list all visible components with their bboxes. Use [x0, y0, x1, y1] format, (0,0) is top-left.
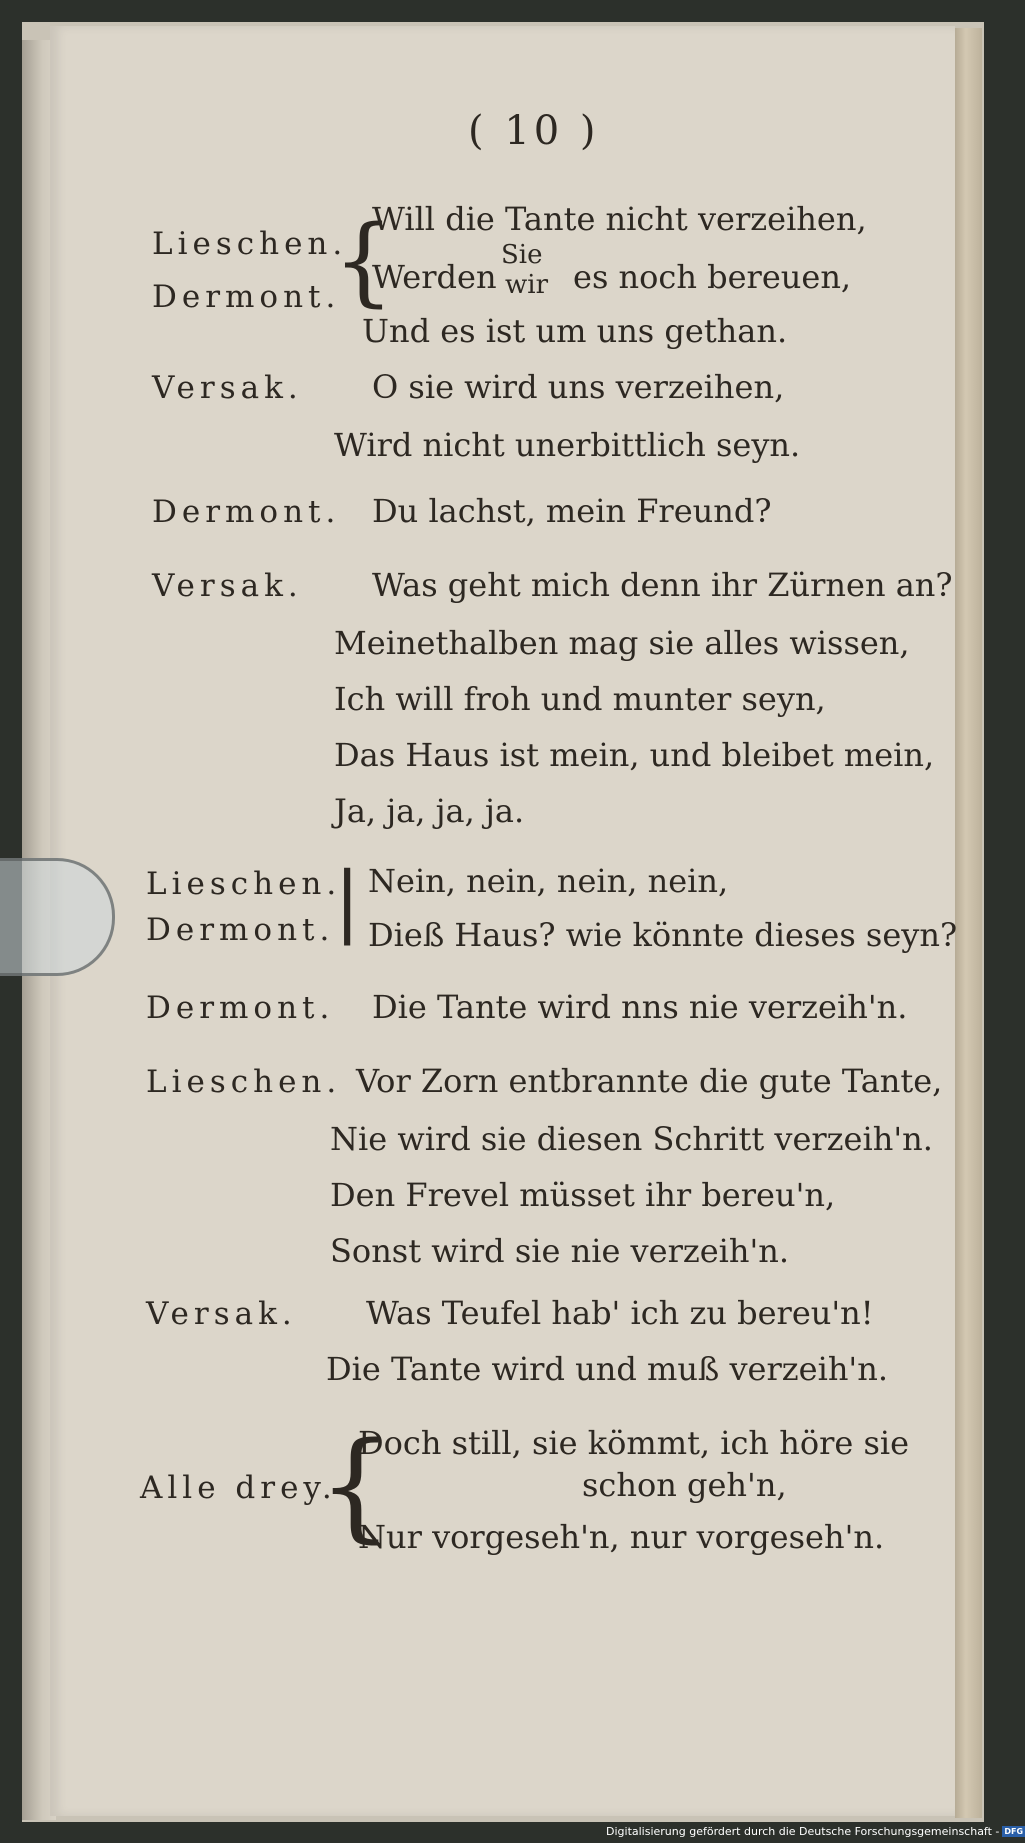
verse-line: schon geh'n, — [582, 1466, 787, 1504]
dfg-logo: DFG — [1004, 1827, 1024, 1836]
speaker-brace: { — [318, 1416, 394, 1554]
verse-line: Und es ist um uns gethan. — [362, 312, 788, 350]
speaker-brace: { — [333, 205, 395, 317]
page-right-edge — [955, 28, 982, 1818]
verse-line: Sonst wird sie nie verzeih'n. — [330, 1232, 790, 1270]
verse-line: Nur vorgeseh'n, nur vorgeseh'n. — [358, 1518, 885, 1556]
verse-line: Dieß Haus? wie könnte dieses seyn? — [368, 916, 958, 954]
speaker-name: Lieschen. — [146, 866, 342, 902]
speaker-name: Dermont. — [152, 279, 341, 315]
verse-line: Den Frevel müsset ihr bereu'n, — [330, 1176, 836, 1214]
speaker-name: Versak. — [146, 1296, 297, 1332]
verse-line: es noch bereuen, — [573, 258, 852, 296]
verse-line: Wird nicht unerbittlich seyn. — [334, 426, 801, 464]
speaker-name: Versak. — [152, 568, 303, 604]
verse-line: Ja, ja, ja, ja. — [334, 792, 525, 830]
page-number: ( 10 ) — [468, 108, 600, 154]
verse-line: Ich will froh und munter seyn, — [334, 680, 826, 718]
verse-line: Nein, nein, nein, nein, — [368, 862, 729, 900]
verse-line: Die Tante wird nns nie verzeih'n. — [372, 988, 908, 1026]
speaker-name: Dermont. — [152, 494, 341, 530]
credit-text: Digitalisierung gefördert durch die Deutsche Forschungsgemeinschaft - — [606, 1825, 1000, 1838]
verse-line: Werden — [372, 258, 497, 296]
digitization-credit — [606, 1825, 1025, 1838]
verse-line: Will die Tante nicht verzeihen, — [372, 200, 867, 238]
verse-line: O sie wird uns verzeihen, — [372, 368, 785, 406]
speaker-name: Alle drey. — [140, 1470, 337, 1506]
verse-line: Vor Zorn entbrannte die gute Tante, — [356, 1062, 943, 1100]
verse-line: Was Teufel hab' ich zu bereu'n! — [366, 1294, 874, 1332]
verse-line: Doch still, sie kömmt, ich höre sie — [358, 1424, 910, 1462]
speaker-name: Lieschen. — [152, 226, 348, 262]
page-clip — [0, 858, 115, 976]
verse-variant-upper: Sie — [501, 240, 543, 270]
verse-line: Das Haus ist mein, und bleibet mein, — [334, 736, 935, 774]
speaker-brace: | — [334, 856, 361, 946]
verse-line: Nie wird sie diesen Schritt verzeih'n. — [330, 1120, 933, 1158]
verse-line: Du lachst, mein Freund? — [372, 492, 772, 530]
speaker-name: Dermont. — [146, 912, 335, 948]
verse-variant-lower: wir — [505, 270, 548, 300]
verse-line: Die Tante wird und muß verzeih'n. — [326, 1350, 888, 1388]
speaker-name: Versak. — [152, 370, 303, 406]
speaker-name: Dermont. — [146, 990, 335, 1026]
speaker-name: Lieschen. — [146, 1064, 342, 1100]
verse-line: Was geht mich denn ihr Zürnen an? — [372, 566, 953, 604]
verse-line: Meinethalben mag sie alles wissen, — [334, 624, 910, 662]
